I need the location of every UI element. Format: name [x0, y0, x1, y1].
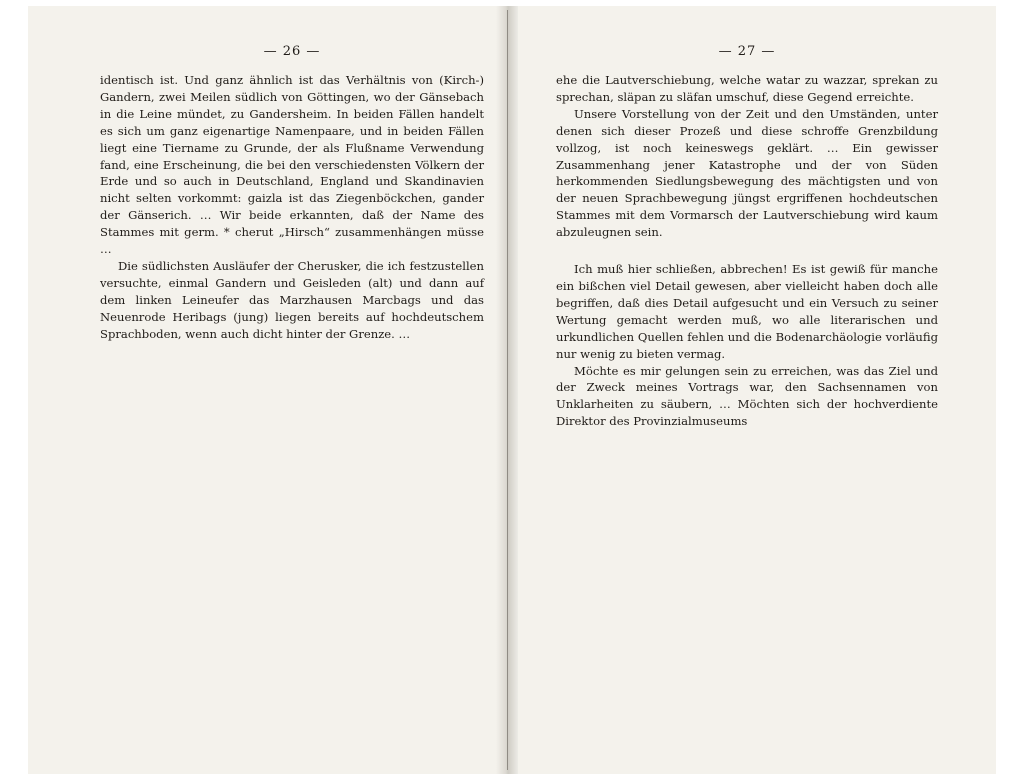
right-paragraph-4: Möchte es mir gelungen sein zu erreichen, was das Ziel und der Zweck meines Vortrags war, den Sachsennamen von Unklarheiten zu säubern, … Möchten sich der hochverdiente Direktor des Provinzialmuseums — [556, 363, 938, 429]
left-page-number: — 26 — — [263, 44, 321, 59]
right-paragraph-2: Unsere Vorstellung von der Zeit und den Umständen, unter denen sich dieser Prozeß und diese schroffe Grenzbildung vollzog, ist noch keineswegs geklärt. … Ein gewisser Zusammenhang jener Katastrophe und der von Süden herkommenden Siedlungsbewegung des mächtigsten und von der neuen Sprachbewegung jüngst ergriffenen hochdeutschen Stammes mit dem Vormarsch der Lautverschiebung wird kaum abzuleugnen sein. — [556, 106, 938, 240]
left-page-text — [100, 72, 484, 343]
left-paragraph-2: Die südlichsten Ausläufer der Cherusker, die ich festzustellen versuchte, einmal Gandern und Geisleden (alt) und dann auf dem linken Leineufer das Marzhausen Marcbags und das Neuenrode Heribags (jung) liegen bereits auf hochdeutschem Sprachboden, wenn auch dicht hinter der Grenze. … — [100, 258, 484, 341]
right-page — [556, 0, 938, 782]
left-paragraph-1: identisch ist. Und ganz ähnlich ist das Verhältnis von (Kirch-) Gandern, zwei Meilen südlich von Göttingen, wo der Gänsebach in die Leine mündet, zu Gandersheim. In beiden Fällen handelt es sich um ganz eigenartige Namenpaare, und in beiden Fällen liegt eine Tiername zu Grunde, der als Flußname Verwendung fand, eine Erscheinung, die bei den verschiedensten Völkern der Erde und so auch in Deutschland, England und Skandinavien nicht selten vorkommt: gaizla ist das Ziegenböckchen, gander der Gänserich. … Wir beide erkannten, daß der Name des Stammes mit germ. * cherut „Hirsch“ zusammenhängen müsse … — [100, 73, 484, 257]
gutter-fold-line — [507, 10, 508, 770]
right-paragraph-1: ehe die Lautverschiebung, welche watar zu wazzar, sprekan zu sprechan, släpan zu släfan umschuf, diese Gegend erreichte. — [556, 73, 938, 104]
right-page-number: — 27 — — [718, 44, 776, 59]
right-page-text — [556, 72, 938, 430]
left-page — [100, 0, 484, 782]
right-paragraph-3: Ich muß hier schließen, abbrechen! Es ist gewiß für manche ein bißchen viel Detail gewesen, aber vielleicht haben doch alle begriffen, daß dies Detail aufgesucht und ein Versuch zu seiner Wertung gemacht werden muß, wo alle literarischen und urkundlichen Quellen fehlen und die Bodenarchäologie vorläufig nur wenig zu bieten vermag. — [556, 262, 938, 361]
